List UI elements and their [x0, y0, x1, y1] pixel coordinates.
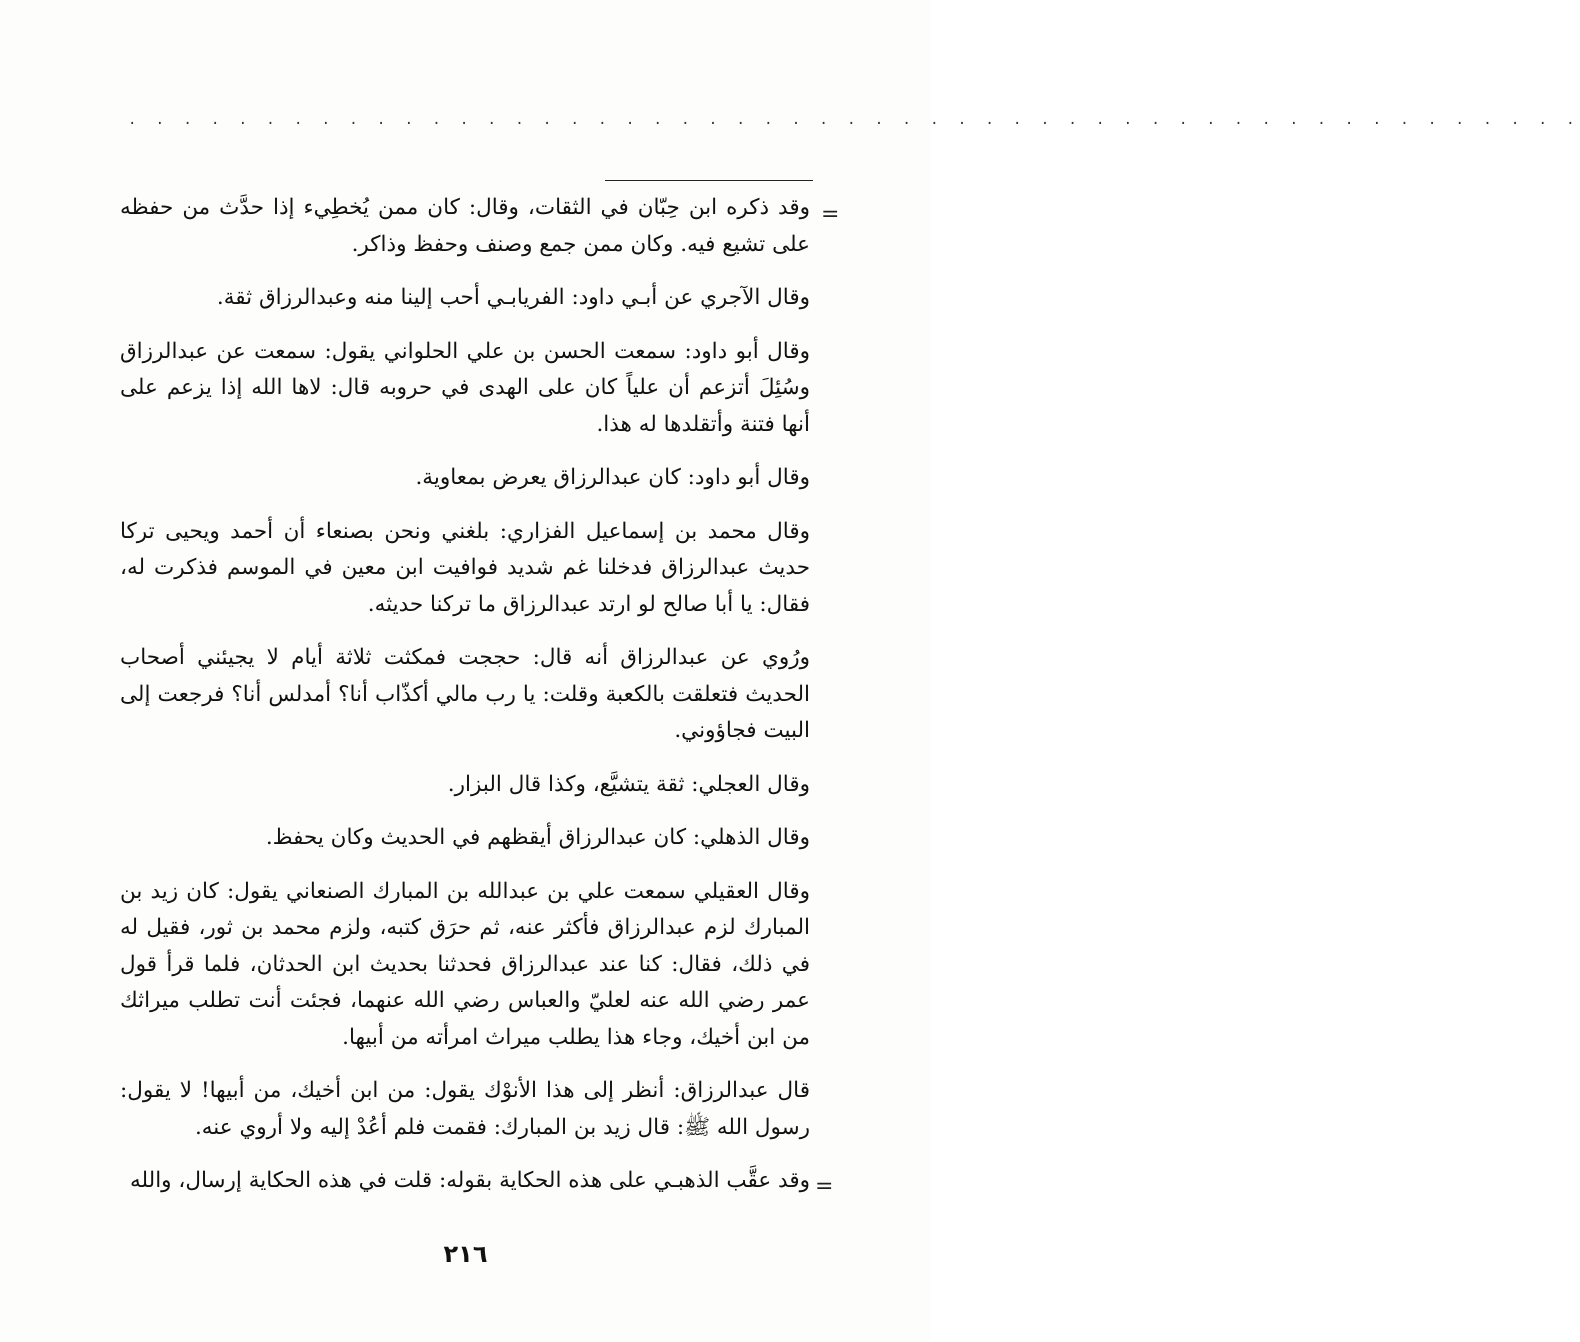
- footnote-paragraph-6: ورُوي عن عبدالرزاق أنه قال: حججت فمكثت ثلاثة أيام لا يجيئني أصحاب الحديث فتعلقت بالكعبة وقلت: يا رب مالي أكذّاب أنا؟ أمدلس أنا؟ فرجعت إلى البيت فجاؤوني.: [120, 645, 810, 743]
- footnote-paragraph-10: قال عبدالرزاق: أنظر إلى هذا الأنوْك يقول: من ابن أخيك، من أبيها! لا يقول: رسول الله ﷺ: قال زيد بن المبارك: فقمت فلم أعُدْ إليه ولا أروي عنه.: [120, 1078, 810, 1140]
- footnote-separator-rule: [605, 180, 813, 181]
- continuation-mark-top: =: [821, 202, 840, 227]
- footnote-paragraph-7: وقال العجلي: ثقة يتشيَّع، وكذا قال البزار.: [447, 771, 810, 797]
- footnote-paragraph-8: وقال الذهلي: كان عبدالرزاق أيقظهم في الحديث وكان يحفظ.: [265, 825, 810, 850]
- footnote-paragraph-5: وقال محمد بن إسماعيل الفزاري: بلغني ونحن بصنعاء أن أحمد ويحيى تركا حديث عبدالرزاق فدخلنا غم شديد فوافيت ابن معين في الموسم فذكرت له، فقال: يا أبا صالح لو ارتد عبدالرزاق ما تركنا حديثه.: [120, 518, 810, 617]
- footnote-text: [120, 190, 810, 1217]
- footnote-paragraph-3: وقال أبو داود: سمعت الحسن بن علي الحلواني يقول: سمعت عن عبدالرزاق وسُئِلَ أتزعم أن علياً كان على الهدى في حروبه قال: لاها الله إذا يزعم على أنها فتنة وأتقلدها له هذا.: [120, 338, 810, 437]
- separator-dots: . . . . . . . . . . . . . . . . . . . . . . . . . . . . . . . . . . . . . . . . . . . . . . . . . . . . .: [128, 112, 1580, 128]
- footnote-paragraph-4: وقال أبو داود: كان عبدالرزاق يعرض بمعاوية.: [415, 465, 810, 490]
- footnote-paragraph-2: وقال الآجري عن أبـي داود: الفريابـي أحب إلينا منه وعبدالرزاق ثقة.: [216, 285, 810, 310]
- footnote-paragraph-1: وقد ذكره ابن حِبّان في الثقات، وقال: كان ممن يُخطِيء إذا حدَّث من حفظه على تشيع فيه. وكان ممن جمع وصنف وحفظ وذاكر.: [120, 195, 810, 257]
- continuation-mark-bottom: =: [815, 1174, 834, 1199]
- page-number: ٢١٦: [443, 1240, 488, 1268]
- footnote-paragraph-11: وقد عقَّب الذهبـي على هذه الحكاية بقوله: قلت في هذه الحكاية إرسال، والله: [130, 1168, 810, 1193]
- footnote-paragraph-9: وقال العقيلي سمعت علي بن عبدالله بن المبارك الصنعاني يقول: كان زيد بن المبارك لزم عبدالرزاق فأكثر عنه، ثم حرَق كتبه، ولزم محمد بن ثور، فقيل له في ذلك، فقال: كنا عند عبدالرزاق فحدثنا بحديث ابن الحدثان، فلما قرأ قول عمر رضي الله عنه لعليّ والعباس رضي الله عنهما، فجئت أنت تطلب ميراثك من ابن أخيك، وجاء هذا يطلب ميراث امرأته من أبيها.: [120, 878, 810, 1050]
